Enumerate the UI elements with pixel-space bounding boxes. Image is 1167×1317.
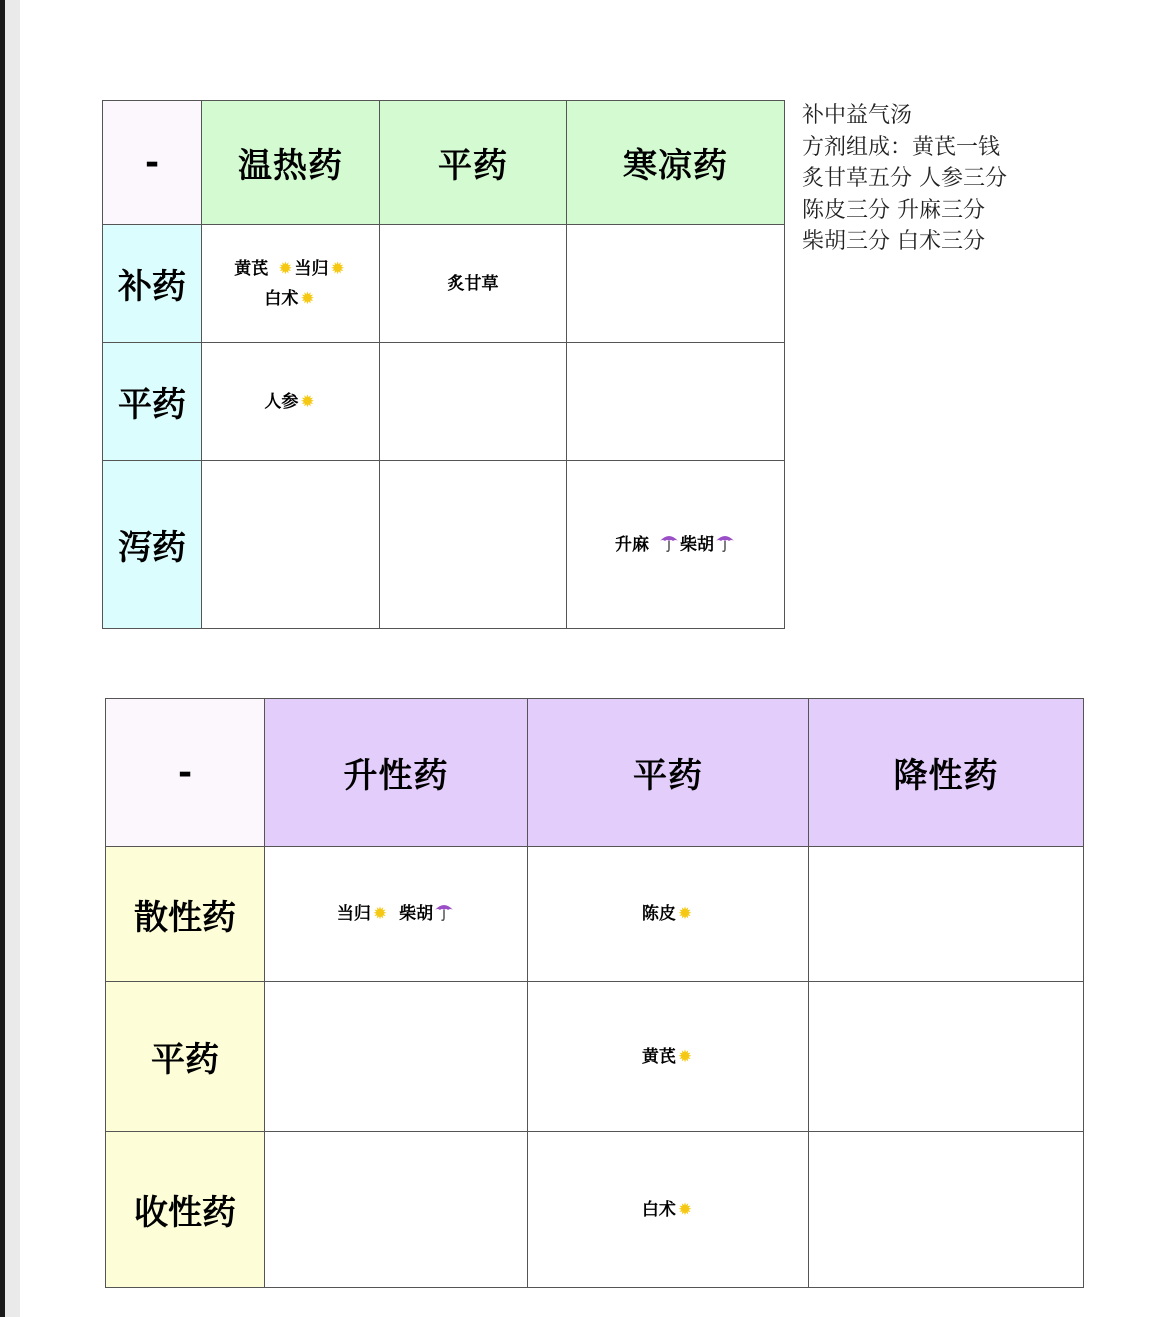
table1-col-header-warm: 温热药 [202, 101, 380, 225]
table1-cell-purge-neutral [380, 461, 567, 629]
herb-label: 当归 [336, 904, 371, 924]
herb-item [234, 259, 294, 279]
table1-corner-cell: - [103, 101, 202, 225]
herb-item [680, 535, 736, 555]
herb-label: 黄芪 [234, 258, 269, 279]
table2-col-header-descend: 降性药 [809, 699, 1084, 847]
herb-label: 柴胡 [680, 534, 714, 555]
page-left-border [0, 0, 5, 1317]
table1-cell-tonify-cold [567, 225, 785, 343]
formula-line: 柴胡三分 白术三分 [802, 229, 985, 254]
formula-note [802, 100, 1007, 258]
table2-cell-disperse-neutral [528, 847, 809, 982]
table1-row-header-tonify: 补药 [103, 225, 202, 343]
herb-label: 柴胡 [399, 904, 434, 924]
table2-row-header-astringe: 收性药 [106, 1132, 265, 1288]
table2-cell-neutral-descend [809, 982, 1084, 1132]
table2-cell-disperse-descend [809, 847, 1084, 982]
sun-icon: ✹ [677, 904, 693, 924]
table2-row-header-disperse: 散性药 [106, 847, 265, 982]
table2-cell-astringe-ascend [265, 1132, 528, 1288]
table2-cell-astringe-descend [809, 1132, 1084, 1288]
table1-col-header-cold: 寒凉药 [567, 101, 785, 225]
table1-cell-neutral-neutral [380, 343, 567, 461]
table2-cell-neutral-ascend [265, 982, 528, 1132]
sun-icon: ✹ [278, 258, 293, 279]
table2-cell-astringe-neutral [528, 1132, 809, 1288]
herb-item [337, 904, 399, 924]
formula-line: 陈皮三分 升麻三分 [802, 197, 985, 223]
formula-title: 补中益气汤 [802, 103, 913, 128]
formula-line: 方剂组成：黄芪一钱 [802, 134, 1001, 160]
sun-icon: ✹ [372, 904, 388, 924]
table2-row-header-neutral: 平药 [106, 982, 265, 1132]
herb-label: 炙甘草 [447, 273, 499, 294]
herb-item [615, 535, 680, 555]
herb-label: 白术 [641, 1199, 676, 1220]
table1-col-header-neutral: 平药 [380, 101, 567, 225]
table1-cell-purge-warm [202, 461, 380, 629]
herb-item [399, 904, 455, 924]
herb-label: 人参 [264, 391, 299, 412]
sun-icon: ✹ [330, 258, 345, 279]
umbrella-icon [715, 531, 735, 553]
sun-icon: ✹ [677, 1199, 693, 1220]
sun-icon: ✹ [677, 1046, 693, 1067]
umbrella-icon [659, 531, 679, 553]
herb-label: 升麻 [615, 534, 649, 555]
table1-cell-tonify-warm [202, 225, 380, 343]
herb-item [264, 289, 316, 309]
herb-item [642, 904, 694, 924]
herb-item [642, 1200, 694, 1220]
umbrella-icon [434, 900, 454, 922]
herb-item [264, 392, 316, 412]
table2-col-header-ascend: 升性药 [265, 699, 528, 847]
table1-cell-neutral-cold [567, 343, 785, 461]
table1-row-header-neutral: 平药 [103, 343, 202, 461]
formula-line: 炙甘草五分 人参三分 [802, 166, 1007, 191]
herb-label: 白术 [264, 288, 299, 309]
table1-row-header-purge: 泻药 [103, 461, 202, 629]
table2-col-header-neutral: 平药 [528, 699, 809, 847]
sun-icon: ✹ [300, 391, 315, 412]
table2-cell-neutral-neutral [528, 982, 809, 1132]
warmth-tonify-table [102, 100, 785, 629]
table1-cell-tonify-neutral [380, 225, 567, 343]
table1-cell-purge-cold [567, 461, 785, 629]
sun-icon: ✹ [300, 288, 315, 309]
herb-item [642, 1047, 694, 1067]
table1-cell-neutral-warm [202, 343, 380, 461]
table2-corner-cell: - [106, 699, 265, 847]
table2-cell-disperse-ascend [265, 847, 528, 982]
herb-label: 当归 [294, 258, 329, 279]
ascend-disperse-table [105, 698, 1084, 1288]
herb-label: 黄芪 [641, 1046, 676, 1067]
herb-label: 陈皮 [641, 904, 676, 924]
herb-item [295, 259, 347, 279]
